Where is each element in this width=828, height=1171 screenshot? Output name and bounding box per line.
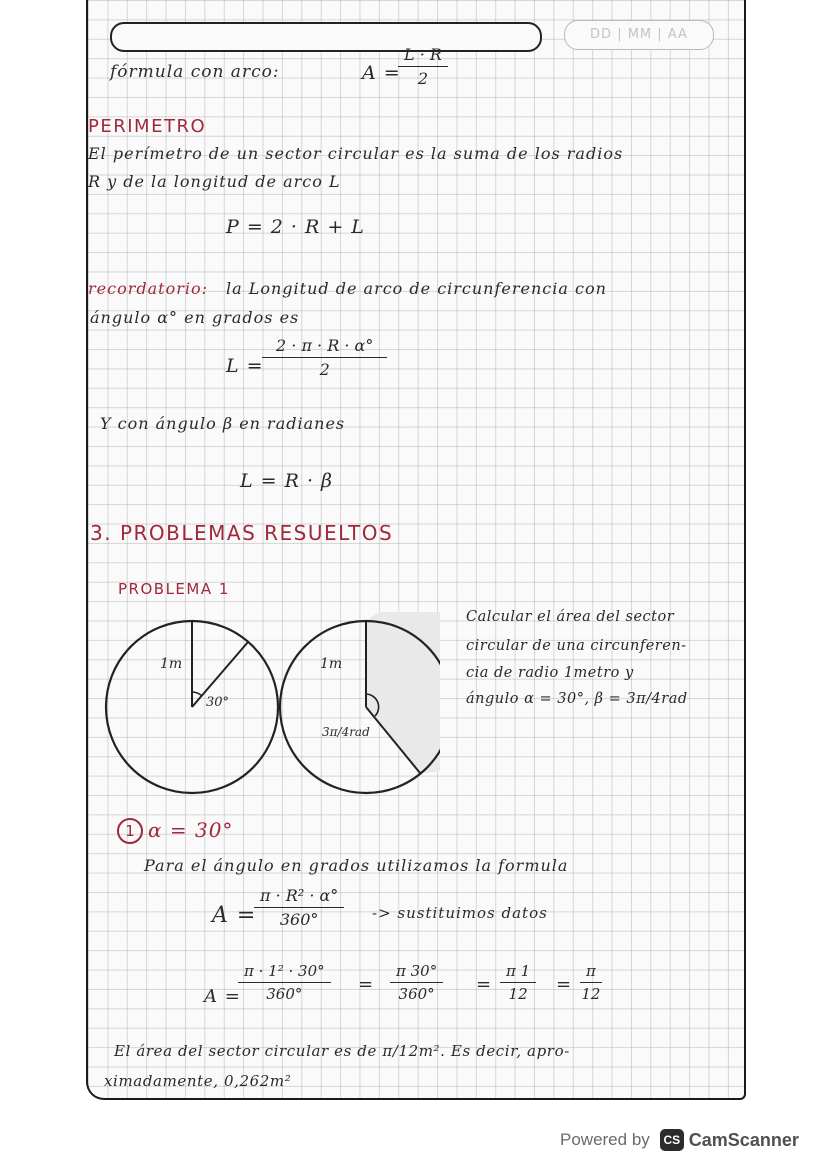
camscanner-brand: CamScanner [688, 1129, 799, 1150]
solucion-intro: Para el ángulo en grados utilizamos la formula [144, 856, 569, 875]
recordatorio-line-1: la Longitud de arco de circunferencia con [226, 279, 607, 298]
powered-by-text: Powered by [560, 1130, 650, 1149]
longitud-radianes-formula: L = R · β [240, 470, 334, 492]
area-formula-den: 360° [279, 910, 319, 929]
notebook-page [86, 0, 746, 1100]
perimetro-formula: P = 2 · R + L [226, 216, 365, 238]
sustituimos-text: -> sustituimos datos [372, 904, 548, 922]
circle-diagram-1 [106, 621, 278, 793]
longitud-grados-num: 2 · π · R · α° [262, 336, 387, 358]
camscanner-logo-icon: CS [660, 1129, 684, 1151]
longitud-grados-den: 2 [319, 360, 330, 379]
calc-4-den: 12 [581, 985, 601, 1003]
circle-2-radius-label: 1m [320, 656, 343, 672]
calc-2-num: π 30° [390, 962, 443, 983]
area-formula-num: π · R² · α° [254, 886, 344, 908]
calc-2-den: 360° [398, 985, 435, 1003]
formula-arco-den: 2 [417, 69, 429, 88]
circle-2-sector-shade [366, 612, 440, 773]
formula-arco-num: L · R [398, 45, 448, 67]
circle-2-angle-label: 3π/4rad [322, 725, 370, 739]
date-field: DD | MM | AA [564, 20, 714, 50]
calc-fraction-1 [238, 962, 331, 1003]
camscanner-watermark [560, 1123, 799, 1157]
calc-3-den: 12 [508, 985, 528, 1003]
conclusion-line-2: ximadamente, 0,262m² [104, 1072, 292, 1090]
calc-1-den: 360° [266, 985, 303, 1003]
step-label: α = 30° [148, 818, 234, 842]
calc-eq-3: = [556, 974, 573, 995]
calc-4-num: π [580, 962, 602, 983]
area-formula-lhs: A = [212, 903, 257, 928]
enunciado-line-2: circular de una circunferen- [466, 638, 687, 654]
calc-lhs: A = [204, 986, 241, 1007]
problema-1-label: PROBLEMA 1 [118, 580, 230, 598]
enunciado-line-4: ángulo α = 30°, β = 3π/4rad [466, 691, 688, 707]
problemas-title: 3. PROBLEMAS RESUELTOS [90, 521, 394, 545]
conclusion-line-1: El área del sector circular es de π/12m². Es decir, apro- [114, 1042, 570, 1060]
circle-diagram-2 [280, 612, 440, 793]
circle-1-radius-label: 1m [160, 656, 183, 672]
calc-eq-2: = [476, 974, 493, 995]
circle-1-angle-label: 30° [206, 695, 230, 710]
enunciado-line-3: cia de radio 1metro y [466, 665, 634, 681]
step-number-badge: 1 [117, 818, 143, 844]
calc-1-num: π · 1² · 30° [238, 962, 331, 983]
perimetro-title: PERIMETRO [88, 116, 207, 137]
area-formula-fraction [254, 886, 344, 929]
longitud-grados-fraction [262, 336, 387, 379]
formula-arco-lhs: A = [362, 62, 401, 84]
calc-fraction-4 [580, 962, 602, 1003]
perimetro-line-2: R y de la longitud de arco L [88, 172, 341, 191]
calc-fraction-2 [390, 962, 443, 1003]
radianes-text: Y con ángulo β en radianes [100, 414, 346, 433]
title-bar [110, 22, 542, 52]
recordatorio-label: recordatorio: [88, 279, 208, 298]
longitud-grados-lhs: L = [226, 355, 264, 377]
calc-3-num: π 1 [500, 962, 536, 983]
recordatorio-line-2: ángulo α° en grados es [90, 308, 300, 327]
formula-arco-fraction [398, 45, 448, 88]
calc-fraction-3 [500, 962, 536, 1003]
sector-diagrams [100, 612, 440, 802]
circle-1-angle-arc [192, 692, 202, 696]
perimetro-line-1: El perímetro de un sector circular es la suma de los radios [88, 144, 624, 163]
calc-eq-1: = [358, 974, 375, 995]
enunciado-line-1: Calcular el área del sector [466, 609, 675, 625]
formula-arco-label: fórmula con arco: [110, 62, 280, 82]
